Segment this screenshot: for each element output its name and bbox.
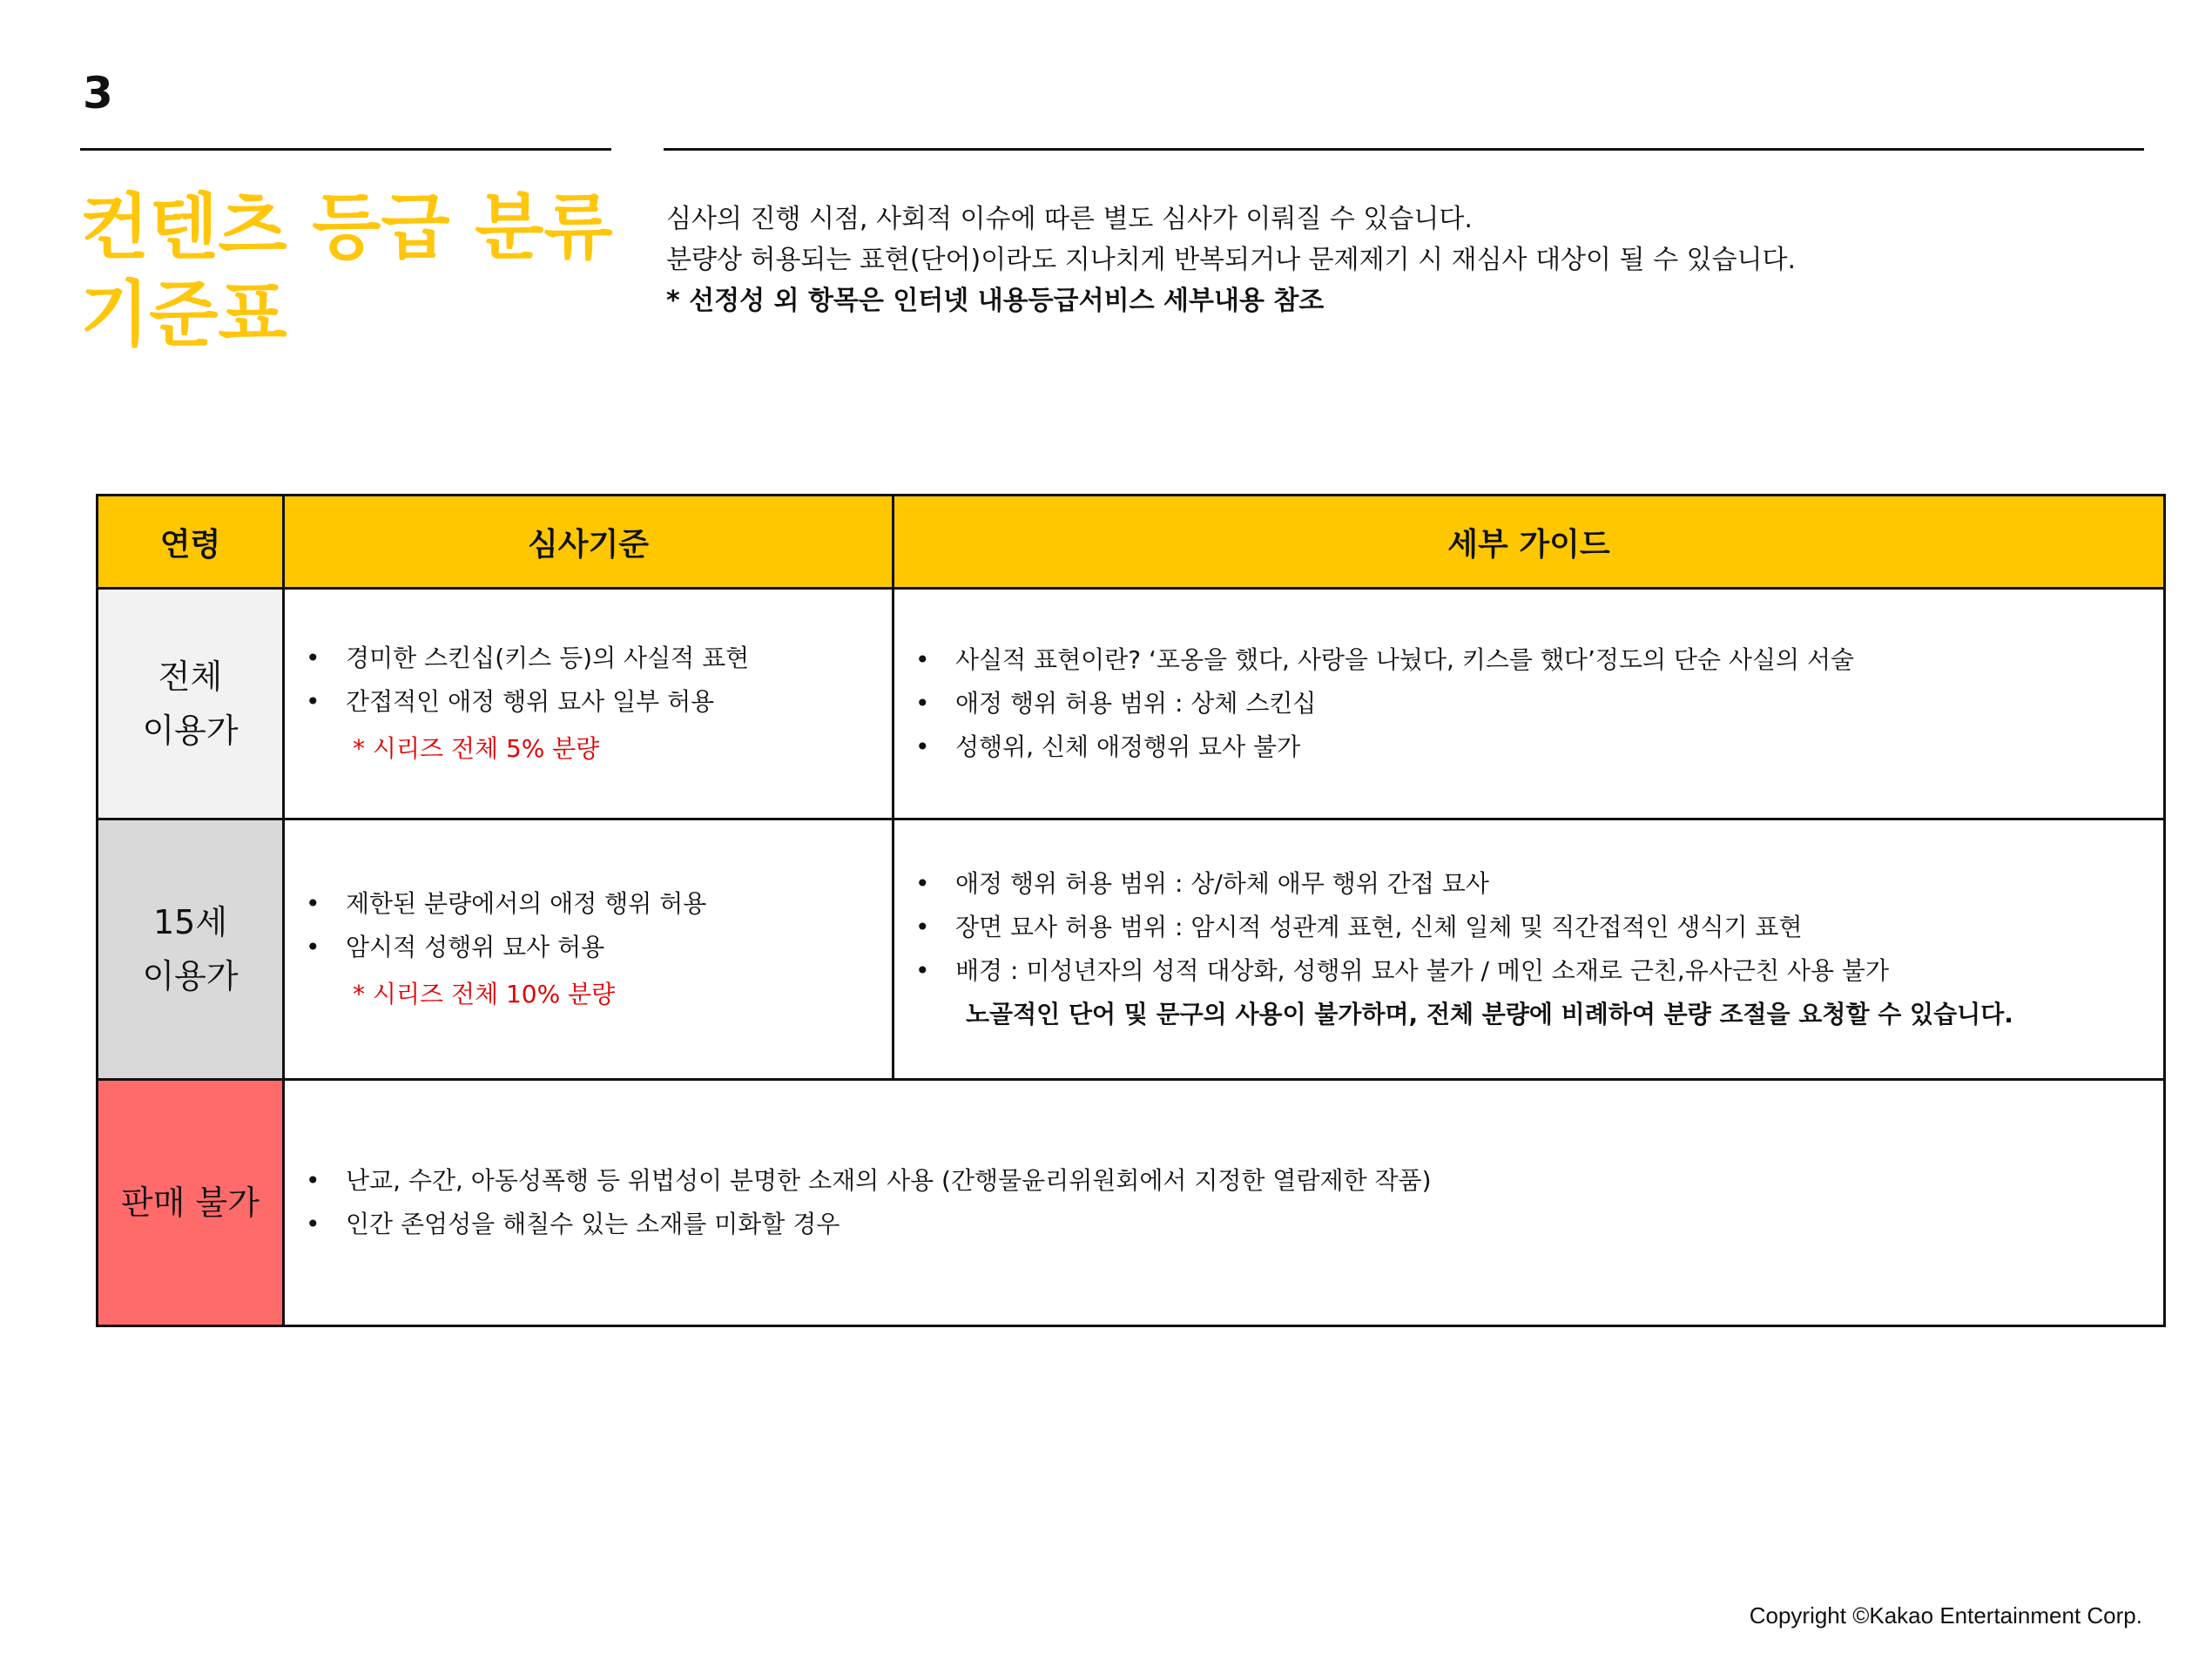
header-guide: 세부 가이드 <box>894 496 2165 589</box>
list-item <box>285 680 874 724</box>
list-item <box>894 638 2146 682</box>
criteria-all-item: 경미한 스킨십(키스 등)의 사실적 표현 <box>346 644 750 672</box>
age-all-cell <box>98 589 284 819</box>
guide-all-item: 애정 행위 허용 범위 : 상체 스킨십 <box>955 689 1317 718</box>
guide-15-item: 장면 묘사 허용 범위 : 암시적 성관계 표현, 신체 일체 및 직간접적인 생식기 표현 <box>955 913 1803 941</box>
list-item <box>894 906 2146 949</box>
age-banned-cell <box>98 1080 284 1326</box>
intro-text <box>666 199 2164 321</box>
age-all-line1: 전체 <box>158 658 223 696</box>
list-item <box>894 725 2146 769</box>
list-item <box>285 637 874 680</box>
list-item <box>894 862 2146 906</box>
page-title <box>80 185 655 359</box>
age-all-line2: 이용가 <box>142 711 239 750</box>
table-header-row <box>98 496 2165 589</box>
criteria-all-note: * 시리즈 전체 5% 분량 <box>353 734 600 763</box>
bullet-icon: • <box>915 645 930 674</box>
intro-line-2: 분량상 허용되는 표현(단어)이라도 지나치게 반복되거나 문제제기 시 재심사 대상이 될 수 있습니다. <box>666 245 1797 275</box>
bullet-icon: • <box>306 933 320 961</box>
banned-content-cell <box>284 1080 2165 1326</box>
bullet-icon: • <box>915 913 930 941</box>
title-divider <box>80 148 611 151</box>
bullet-icon: • <box>915 689 930 718</box>
guide-all-item: 사실적 표현이란? ‘포옹을 했다, 사랑을 나눴다, 키스를 했다’정도의 단순 사실의 서술 <box>955 645 1855 674</box>
page-title-line2: 기준표 <box>80 273 287 357</box>
criteria-15-item: 제한된 분량에서의 애정 행위 허용 <box>346 889 707 918</box>
guide-all-cell <box>894 589 2165 819</box>
bullet-icon: • <box>306 687 320 716</box>
age-banned-label: 판매 불가 <box>121 1184 260 1222</box>
list-item <box>285 1203 2146 1246</box>
guide-15-item: 배경 : 미성년자의 성적 대상화, 성행위 묘사 불가 / 메인 소재로 근친,유사근친 사용 불가 <box>955 956 1890 985</box>
banned-item: 인간 존엄성을 해칠수 있는 소재를 미화할 경우 <box>346 1210 840 1238</box>
age-15-cell <box>98 819 284 1080</box>
list-item <box>285 882 874 926</box>
criteria-all-item: 간접적인 애정 행위 묘사 일부 허용 <box>346 687 715 716</box>
list-item <box>285 1159 2146 1203</box>
page-title-line1: 컨텐츠 등급 분류 <box>80 186 613 269</box>
criteria-15-note: * 시리즈 전체 10% 분량 <box>353 980 616 1008</box>
page-number: 3 <box>83 68 113 118</box>
intro-line-3: * 선정성 외 항목은 인터넷 내용등급서비스 세부내용 참조 <box>666 286 1325 316</box>
list-item <box>894 682 2146 725</box>
header-age: 연령 <box>98 496 284 589</box>
copyright-text: Copyright ©Kakao Entertainment Corp. <box>1749 1602 2142 1629</box>
criteria-15-item: 암시적 성행위 묘사 허용 <box>346 933 605 961</box>
guide-15-item: 애정 행위 허용 범위 : 상/하체 애무 행위 간접 묘사 <box>955 869 1489 898</box>
age-15-line2: 이용가 <box>142 957 239 995</box>
bullet-icon: • <box>306 1166 320 1195</box>
bullet-icon: • <box>306 644 320 672</box>
header-criteria: 심사기준 <box>284 496 894 589</box>
intro-divider <box>664 148 2144 151</box>
list-item <box>894 949 2146 993</box>
list-item <box>285 926 874 969</box>
age-15-line1: 15세 <box>152 903 228 941</box>
table-row <box>98 819 2165 1080</box>
bullet-icon: • <box>306 889 320 918</box>
bullet-icon: • <box>915 956 930 985</box>
bullet-icon: • <box>306 1210 320 1238</box>
guide-15-cell <box>894 819 2165 1080</box>
bullet-icon: • <box>915 732 930 761</box>
rating-table <box>96 494 2166 1327</box>
table-row <box>98 1080 2165 1326</box>
guide-all-item: 성행위, 신체 애정행위 묘사 불가 <box>955 732 1301 761</box>
intro-line-1: 심사의 진행 시점, 사회적 이슈에 따른 별도 심사가 이뤄질 수 있습니다. <box>666 204 1473 234</box>
bullet-icon: • <box>915 869 930 898</box>
criteria-15-cell <box>284 819 894 1080</box>
guide-15-note: 노골적인 단어 및 문구의 사용이 불가하며, 전체 분량에 비례하여 분량 조절을 요청할 수 있습니다. <box>966 1000 2013 1028</box>
criteria-all-cell <box>284 589 894 819</box>
table-row <box>98 589 2165 819</box>
banned-item: 난교, 수간, 아동성폭행 등 위법성이 분명한 소재의 사용 (간행물윤리위원회에서 지정한 열람제한 작품) <box>346 1166 1432 1195</box>
